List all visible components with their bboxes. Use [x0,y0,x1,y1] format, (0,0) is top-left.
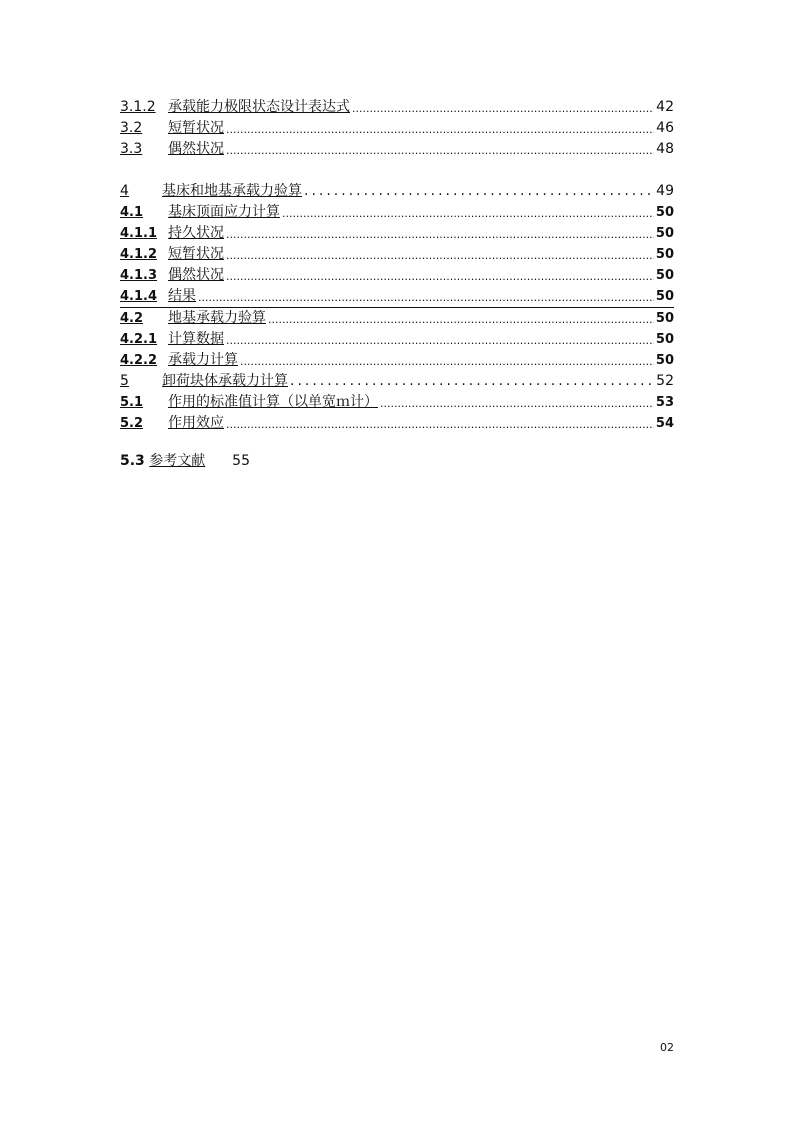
toc-entry-title: 持久状况 [168,225,224,241]
toc-entry-title: 偶然状况 [168,141,224,157]
toc-entry-page: 50 [655,226,674,241]
toc-entry-page: 42 [656,99,674,115]
toc-entry-number: 4.2.2 [120,353,158,368]
toc-entry-3-1-2[interactable] [120,97,674,118]
toc-entry-number: 4.1.4 [120,289,158,304]
table-of-contents [120,97,674,434]
spacer [120,160,674,181]
toc-entry-4-1-4[interactable] [120,286,674,308]
toc-leader [226,139,654,160]
toc-entry-4-2[interactable] [120,308,674,329]
toc-entry-4-2-2[interactable] [120,350,674,371]
references-title: 参考文献 [149,453,206,469]
toc-entry-number: 4.2 [120,311,144,326]
toc-entry-number: 5.2 [120,416,144,431]
page-number: 02 [660,1041,674,1054]
toc-entry-number: 4.1.3 [120,268,158,283]
toc-entry-title: 结果 [168,288,196,304]
toc-entry-page: 46 [656,120,674,136]
toc-entry-5[interactable] [120,371,674,392]
toc-entry-title: 短暂状况 [168,246,224,262]
toc-entry-3-3[interactable] [120,139,674,160]
toc-entry-4-2-1[interactable] [120,329,674,350]
toc-leader [282,202,654,223]
toc-leader [226,244,654,265]
toc-entry-number: 4.2.1 [120,332,158,347]
toc-entry-page: 50 [655,332,674,347]
toc-leader [352,97,654,118]
toc-leader [380,392,654,413]
toc-entry-page: 53 [655,395,674,410]
toc-entry-page: 48 [656,141,674,157]
toc-entry-title: 承载力计算 [168,352,238,368]
toc-entry-title: 卸荷块体承载力计算 [162,373,288,389]
toc-entry-4-1[interactable] [120,202,674,223]
toc-entry-number: 5.1 [120,395,144,410]
toc-entry-title: 作用效应 [168,415,224,431]
toc-entry-title: 偶然状况 [168,267,224,283]
toc-entry-number: 3.2 [120,120,143,136]
toc-entry-page: 50 [655,353,674,368]
toc-entry-title: 作用的标准值计算（以单宽ｍ计） [168,394,378,410]
toc-entry-4-1-3[interactable] [120,265,674,286]
toc-entry-4-1-2[interactable] [120,244,674,265]
toc-leader [226,118,654,139]
toc-entry-4[interactable] [120,181,674,202]
toc-entry-number: 3.1.2 [120,99,156,115]
toc-entry-number: 3.3 [120,141,143,157]
toc-entry-page: 50 [655,205,674,220]
toc-entry-page: 50 [655,289,674,304]
references-page: 55 [232,453,250,469]
references-number: 5.3 [120,453,145,469]
toc-leader [226,413,654,434]
toc-leader [240,350,654,371]
toc-entry-page: 50 [655,311,674,326]
toc-entry-title: 计算数据 [168,331,224,347]
toc-entry-number: 4 [120,183,129,199]
toc-leader [290,371,654,392]
toc-entry-number: 4.1 [120,205,144,220]
toc-entry-number: 4.1.2 [120,247,158,262]
toc-entry-3-2[interactable] [120,118,674,139]
toc-entry-page: 49 [656,183,674,199]
toc-leader [304,181,654,202]
toc-entry-number: 5 [120,373,129,389]
toc-entry-4-1-1[interactable] [120,223,674,244]
toc-entry-number: 4.1.1 [120,226,158,241]
toc-entry-title: 承载能力极限状态设计表达式 [168,99,350,115]
toc-entry-title: 基床顶面应力计算 [168,204,280,220]
toc-leader [226,265,654,286]
toc-entry-5-1[interactable] [120,392,674,413]
toc-entry-5-2[interactable] [120,413,674,434]
toc-entry-page: 50 [655,268,674,283]
toc-entry-page: 52 [656,373,674,389]
references-entry[interactable] [120,451,250,472]
toc-entry-page: 54 [655,416,674,431]
toc-entry-title: 基床和地基承载力验算 [162,183,302,199]
toc-entry-title: 短暂状况 [168,120,224,136]
toc-leader [268,308,654,329]
toc-entry-page: 50 [655,247,674,262]
toc-leader [226,329,654,350]
toc-leader [226,223,654,244]
toc-leader [198,286,654,307]
toc-entry-title: 地基承载力验算 [168,310,266,326]
